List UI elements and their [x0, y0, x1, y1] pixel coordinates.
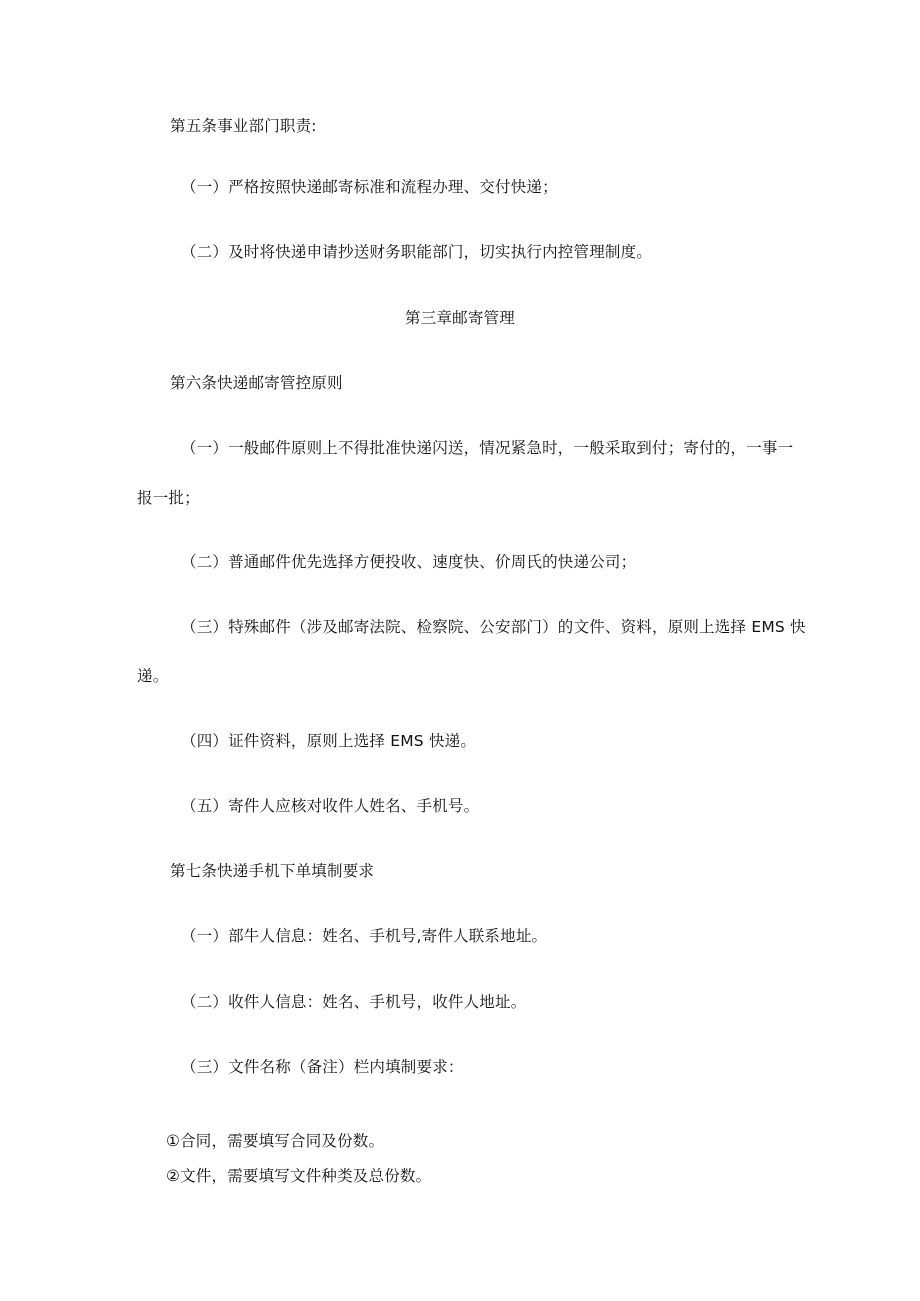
article-7-subitem-1: ①合同，需要填写合同及份数。 [166, 1132, 385, 1150]
article-7-item-3: （三）文件名称（备注）栏内填制要求： [181, 1058, 464, 1076]
article-6-item-3-line-1: （三）特殊邮件（涉及邮寄法院、检察院、公安部门）的文件、资料，原则上选择 EMS 快 [181, 618, 806, 636]
article-5-item-2: （二）及时将快递申请抄送财务职能部门，切实执行内控管理制度。 [181, 243, 653, 261]
article-5-item-1: （一）严格按照快递邮寄标准和流程办理、交付快递； [181, 178, 558, 196]
article-6-item-3-line-2: 递。 [137, 667, 169, 685]
article-5-title: 第五条事业部门职责: [170, 117, 317, 135]
article-6-title: 第六条快递邮寄管控原则 [170, 374, 343, 392]
article-7-item-2: （二）收件人信息：姓名、手机号，收件人地址。 [181, 993, 527, 1011]
article-7-title: 第七条快递手机下单填制要求 [170, 862, 375, 880]
article-6-item-5: （五）寄件人应核对收件人姓名、手机号。 [181, 797, 480, 815]
article-7-item-1: （一）部牛人信息：姓名、手机号,寄件人联系地址。 [181, 927, 548, 945]
article-6-item-4: （四）证件资料，原则上选择 EMS 快递。 [181, 732, 477, 750]
article-6-item-1-line-2: 报一批； [137, 489, 200, 507]
article-6-item-1-line-1: （一）一般邮件原则上不得批准快递闪送，情况紧急时，一般采取到付；寄付的，一事一 [181, 439, 794, 457]
chapter-3-heading: 第三章邮寄管理 [405, 309, 515, 327]
article-7-subitem-2: ②文件，需要填写文件种类及总份数。 [166, 1167, 432, 1185]
article-6-item-2: （二）普通邮件优先选择方便投收、速度快、价周氏的快递公司； [181, 553, 637, 571]
